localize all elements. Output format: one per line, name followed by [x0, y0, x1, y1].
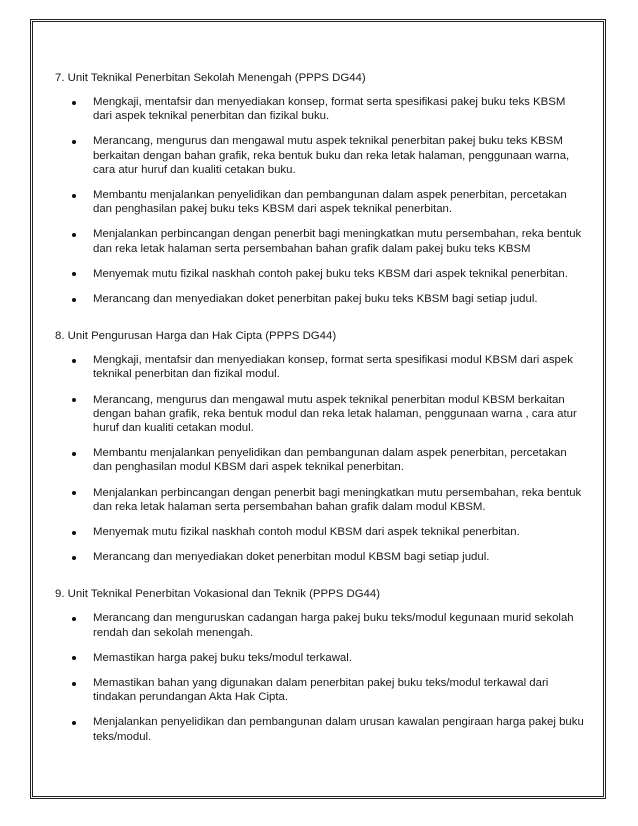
- bullet-icon: [72, 452, 76, 456]
- bullet-list: [55, 611, 585, 743]
- list-item: [55, 188, 585, 216]
- section-8: [55, 329, 585, 564]
- bullet-icon: [72, 140, 76, 144]
- bullet-icon: [72, 398, 76, 402]
- section-title: 7. Unit Teknikal Penerbitan Sekolah Menengah (PPPS DG44): [55, 72, 366, 84]
- bullet-list: [55, 95, 585, 306]
- list-item: [55, 486, 585, 514]
- list-item-text: Menjalankan perbincangan dengan penerbit bagi meningkatkan mutu persembahan, reka bentuk dan reka letak halaman serta persembahan bahan grafik dalam pakej buku teks KBSM: [93, 228, 582, 255]
- list-item-text: Menyemak mutu fizikal naskhah contoh pakej buku teks KBSM dari aspek teknikal penerbitan.: [93, 267, 568, 280]
- list-item-text: Memastikan bahan yang digunakan dalam penerbitan pakej buku teks/modul terkawal dari tindakan perundangan Akta Hak Cipta.: [93, 677, 549, 704]
- bullet-icon: [72, 682, 76, 686]
- list-item-text: Merancang dan menguruskan cadangan harga pakej buku teks/modul kegunaan murid sekolah rendah dan sekolah menengah.: [93, 612, 574, 639]
- list-item-text: Merancang, mengurus dan mengawal mutu aspek teknikal penerbitan pakej buku teks KBSM berkaitan dengan bahan grafik, reka bentuk buku dan reka letak halaman, penggunaan warna, cara atur huruf dan kualiti cetakan buku.: [93, 135, 570, 176]
- list-item: [55, 95, 585, 123]
- list-item: [55, 446, 585, 474]
- list-item: [55, 393, 585, 436]
- list-item: [55, 353, 585, 381]
- bullet-icon: [72, 656, 76, 660]
- list-item: [55, 715, 585, 743]
- bullet-icon: [72, 721, 76, 725]
- bullet-icon: [72, 194, 76, 198]
- section-title: 8. Unit Pengurusan Harga dan Hak Cipta (PPPS DG44): [55, 330, 337, 343]
- bullet-icon: [72, 272, 76, 276]
- bullet-icon: [72, 101, 76, 105]
- list-item: [55, 651, 585, 665]
- list-item-text: Mengkaji, mentafsir dan menyediakan konsep, format serta spesifikasi modul KBSM dari aspek teknikal penerbitan dan fizikal modul.: [93, 354, 573, 381]
- bullet-icon: [72, 359, 76, 363]
- list-item-text: Memastikan harga pakej buku teks/modul terkawal.: [93, 651, 352, 664]
- list-item-text: Menyemak mutu fizikal naskhah contoh modul KBSM dari aspek teknikal penerbitan.: [93, 526, 520, 539]
- bullet-icon: [72, 233, 76, 237]
- list-item-text: Membantu menjalankan penyelidikan dan pembangunan dalam aspek penerbitan, percetakan dan penghasilan modul KBSM dari aspek teknikal penerbitan.: [93, 447, 567, 474]
- section-7: [55, 71, 585, 306]
- bullet-icon: [72, 531, 76, 535]
- bullet-icon: [72, 556, 76, 560]
- list-item-text: Merancang dan menyediakan doket penerbitan pakej buku teks KBSM bagi setiap judul.: [93, 293, 538, 306]
- list-item-text: Menjalankan perbincangan dengan penerbit bagi meningkatkan mutu persembahan, reka bentuk dan reka letak halaman serta persembahan bahan grafik dalam modul KBSM.: [93, 486, 582, 513]
- bullet-icon: [72, 617, 76, 621]
- list-item: [55, 292, 585, 306]
- list-item-text: Mengkaji, mentafsir dan menyediakan konsep, format serta spesifikasi pakej buku teks KBSM dari aspek teknikal penerbitan dan fizikal buku.: [93, 96, 566, 123]
- list-item-text: Menjalankan penyelidikan dan pembangunan dalam urusan kawalan pengiraan harga pakej buku teks/modul.: [93, 716, 584, 743]
- list-item-text: Merancang, mengurus dan mengawal mutu aspek teknikal penerbitan modul KBSM berkaitan dengan bahan grafik, reka bentuk modul dan reka letak halaman, penggunaan warna , cara atur huruf dan kualiti cetakan modul.: [93, 393, 577, 435]
- list-item: [55, 611, 585, 639]
- bullet-list: [55, 353, 585, 564]
- list-item: [55, 134, 585, 177]
- section-title: 9. Unit Teknikal Penerbitan Vokasional dan Teknik (PPPS DG44): [55, 588, 381, 601]
- bullet-icon: [72, 491, 76, 495]
- list-item-text: Membantu menjalankan penyelidikan dan pembangunan dalam aspek penerbitan, percetakan dan penghasilan pakej buku teks KBSM dari aspek teknikal penerbitan.: [93, 189, 567, 216]
- document-body: [55, 71, 585, 755]
- list-item-text: Merancang dan menyediakan doket penerbitan modul KBSM bagi setiap judul.: [93, 551, 490, 564]
- list-item: [55, 550, 585, 564]
- list-item: [55, 267, 585, 281]
- section-9: [55, 587, 585, 743]
- list-item: [55, 676, 585, 704]
- list-item: [55, 227, 585, 255]
- list-item: [55, 525, 585, 539]
- bullet-icon: [72, 298, 76, 302]
